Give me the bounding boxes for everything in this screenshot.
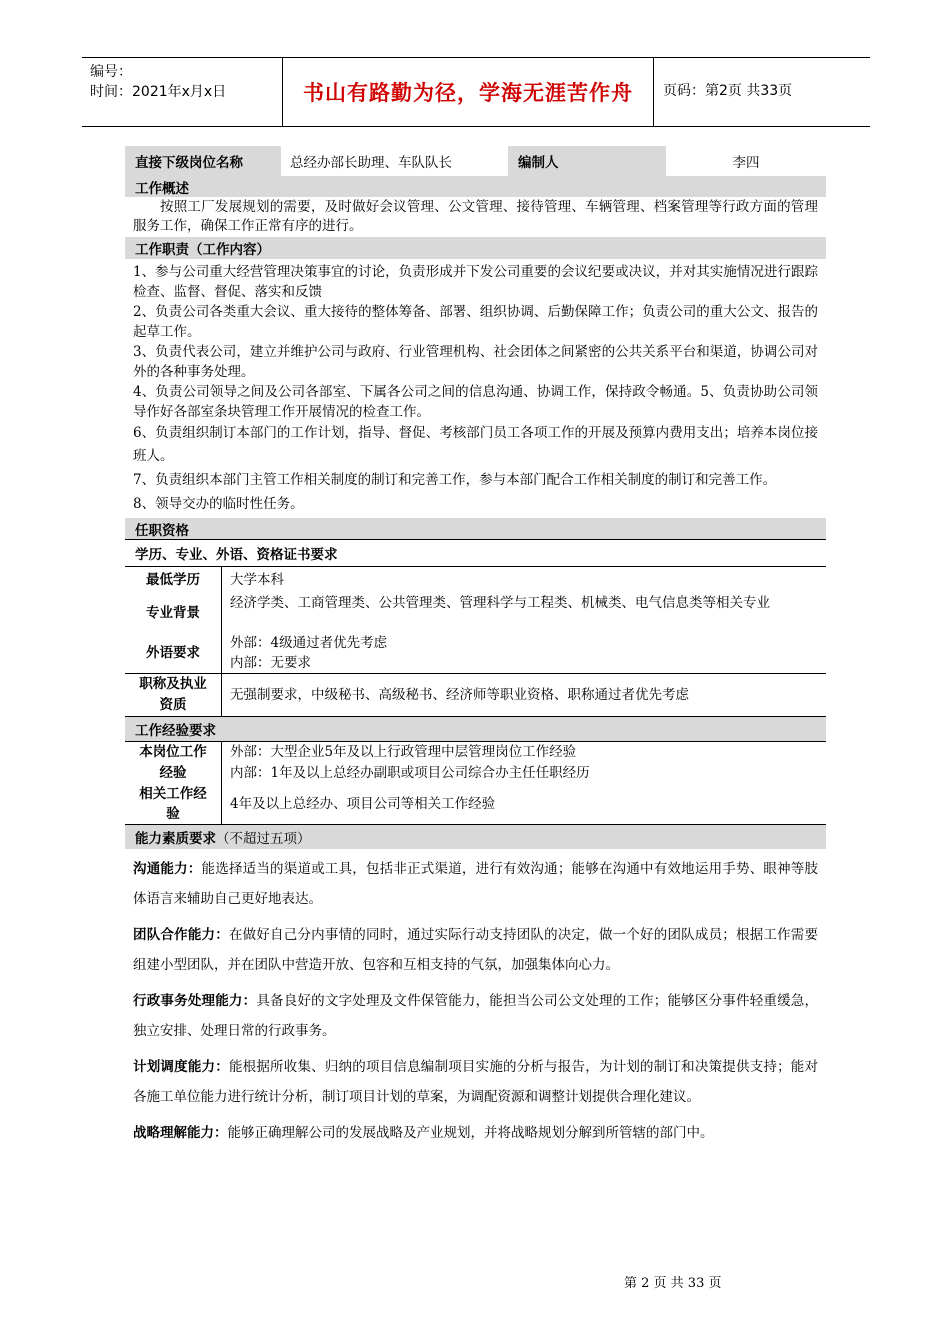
author-label: 编制人 [508, 146, 666, 176]
header-number-label: 编号： [90, 64, 132, 80]
rule [125, 566, 826, 567]
ability-text: 能根据所收集、归纳的项目信息编制项目实施的分析与报告，为计划的制订和决策提供支持；能对各施工单位能力进行统计分析，制订项目计划的草案，为调配资源和调整计划提供合理化建议。 [133, 1059, 819, 1105]
abilities-title: 能力素质要求 [135, 831, 216, 847]
duty-item-4: 4、负责公司领导之间及公司各部室、下属各公司之间的信息沟通、协调工作，保持政令畅通。5、负责协助公司领导作好各部室条块管理工作开展情况的检查工作。 [133, 384, 818, 420]
header-bottom-rule [82, 126, 870, 127]
info-row [125, 146, 826, 176]
ability-text: 能选择适当的渠道或工具，包括非正式渠道，进行有效沟通；能够在沟通中有效地运用手势、眼神等肢体语言来辅助自己更好地表达。 [133, 861, 819, 907]
certificate-value: 无强制要求，中级秘书、高级秘书、经济师等职业资格、职称通过者优先考虑 [230, 687, 689, 703]
ability-name: 团队合作能力： [133, 927, 229, 943]
rule [125, 673, 826, 674]
overview-text: 按照工厂发展规划的需要，及时做好会议管理、公文管理、接待管理、车辆管理、档案管理等行政方面的管理服务工作，确保工作正常有序的进行。 [133, 199, 818, 234]
experience-title: 工作经验要求 [125, 717, 826, 741]
language-value [222, 633, 826, 673]
ability-text: 在做好自己分内事情的同时，通过实际行动支持团队的决定，做一个好的团队成员；根据工作需要组建小型团队，并在团队中营造开放、包容和互相支持的气氛，加强集体向心力。 [133, 927, 819, 973]
min-education-value: 大学本科 [230, 572, 284, 588]
major-value: 经济学类、工商管理类、公共管理类、管理科学与工程类、机械类、电气信息类等相关专业 [230, 595, 770, 611]
related-experience-value: 4年及以上总经办、项目公司等相关工作经验 [230, 796, 496, 812]
duty-item-3: 3、负责代表公司，建立并维护公司与政府、行业管理机构、社会团体之间紧密的公共关系平台和渠道，协调公司对外的各种事务处理。 [133, 344, 818, 380]
overview-title: 工作概述 [125, 176, 826, 197]
ability-admin [125, 987, 826, 1046]
ability-text: 能够正确理解公司的发展战略及产业规划，并将战略规划分解到所管辖的部门中。 [227, 1125, 714, 1141]
ability-planning [125, 1053, 826, 1112]
duty-item-7: 7、负责组织本部门主管工作相关制度的制订和完善工作，参与本部门配合工作相关制度的制订和完善工作。 [133, 472, 777, 488]
min-education-label: 最低学历 [125, 567, 222, 593]
education-grid [125, 567, 826, 673]
related-experience-label: 相关工作经验 [125, 784, 222, 824]
post-experience-label: 本岗位工作经验 [125, 742, 222, 784]
rule [125, 741, 826, 742]
language-internal: 内部：无要求 [230, 655, 311, 671]
ability-name: 行政事务处理能力： [133, 993, 257, 1009]
experience-external: 外部：大型企业5年及以上行政管理中层管理岗位工作经验 [230, 744, 577, 760]
duties-list [125, 259, 826, 516]
ability-teamwork [125, 921, 826, 980]
language-external: 外部：4级通过者优先考虑 [230, 635, 388, 651]
subordinate-value: 总经办部长助理、车队队长 [290, 155, 452, 171]
experience-internal: 内部：1年及以上总经办副职或项目公司综合办主任任职经历 [230, 765, 590, 781]
certificate-label: 职称及执业资质 [125, 674, 222, 716]
duties-title: 工作职责（工作内容） [125, 237, 826, 259]
ability-name: 战略理解能力： [133, 1125, 228, 1141]
post-experience-value [222, 742, 826, 784]
header-meta [90, 62, 226, 102]
education-requirements-title: 学历、专业、外语、资格证书要求 [135, 547, 338, 563]
header-page-label: 页码：第2页 共33页 [663, 83, 793, 99]
ability-communication [125, 855, 826, 914]
author-value: 李四 [732, 155, 760, 171]
major-label: 专业背景 [125, 593, 222, 633]
subordinate-label: 直接下级岗位名称 [125, 146, 281, 176]
experience-grid [125, 742, 826, 824]
certificate-grid [125, 674, 826, 716]
ability-name: 计划调度能力： [133, 1059, 229, 1075]
ability-text: 具备良好的文字处理及文件保管能力，能担当公司公文处理的工作；能够区分事件轻重缓急，独立安排、处理日常的行政事务。 [133, 993, 819, 1039]
header-motto: 书山有路勤为径，学海无涯苦作舟 [303, 81, 633, 105]
duty-item-8: 8、领导交办的临时性任务。 [133, 496, 304, 512]
language-label: 外语要求 [125, 633, 222, 673]
duty-item-2: 2、负责公司各类重大会议、重大接待的整体筹备、部署、组织协调、后勤保障工作；负责公司的重大公文、报告的起草工作。 [133, 304, 818, 340]
duty-item-6: 6、负责组织制订本部门的工作计划，指导、督促、考核部门员工各项工作的开展及预算内费用支出；培养本岗位接班人。 [133, 425, 818, 464]
duty-item-1: 1、参与公司重大经营管理决策事宜的讨论，负责形成并下发公司重要的会议纪要或决议，并对其实施情况进行跟踪检查、监督、督促、落实和反馈 [133, 264, 818, 300]
ability-strategy [125, 1119, 826, 1149]
job-description-table [125, 146, 826, 1156]
qualification-title: 任职资格 [125, 518, 826, 539]
abilities-title-note: （不超过五项） [216, 831, 311, 847]
page-footer: 第 2 页 共 33 页 [624, 1276, 722, 1291]
ability-name: 沟通能力： [133, 861, 202, 877]
abilities-title-row [125, 825, 826, 849]
header-time-label: 时间：2021年x月x日 [90, 84, 227, 100]
header-divider-right [653, 58, 654, 126]
